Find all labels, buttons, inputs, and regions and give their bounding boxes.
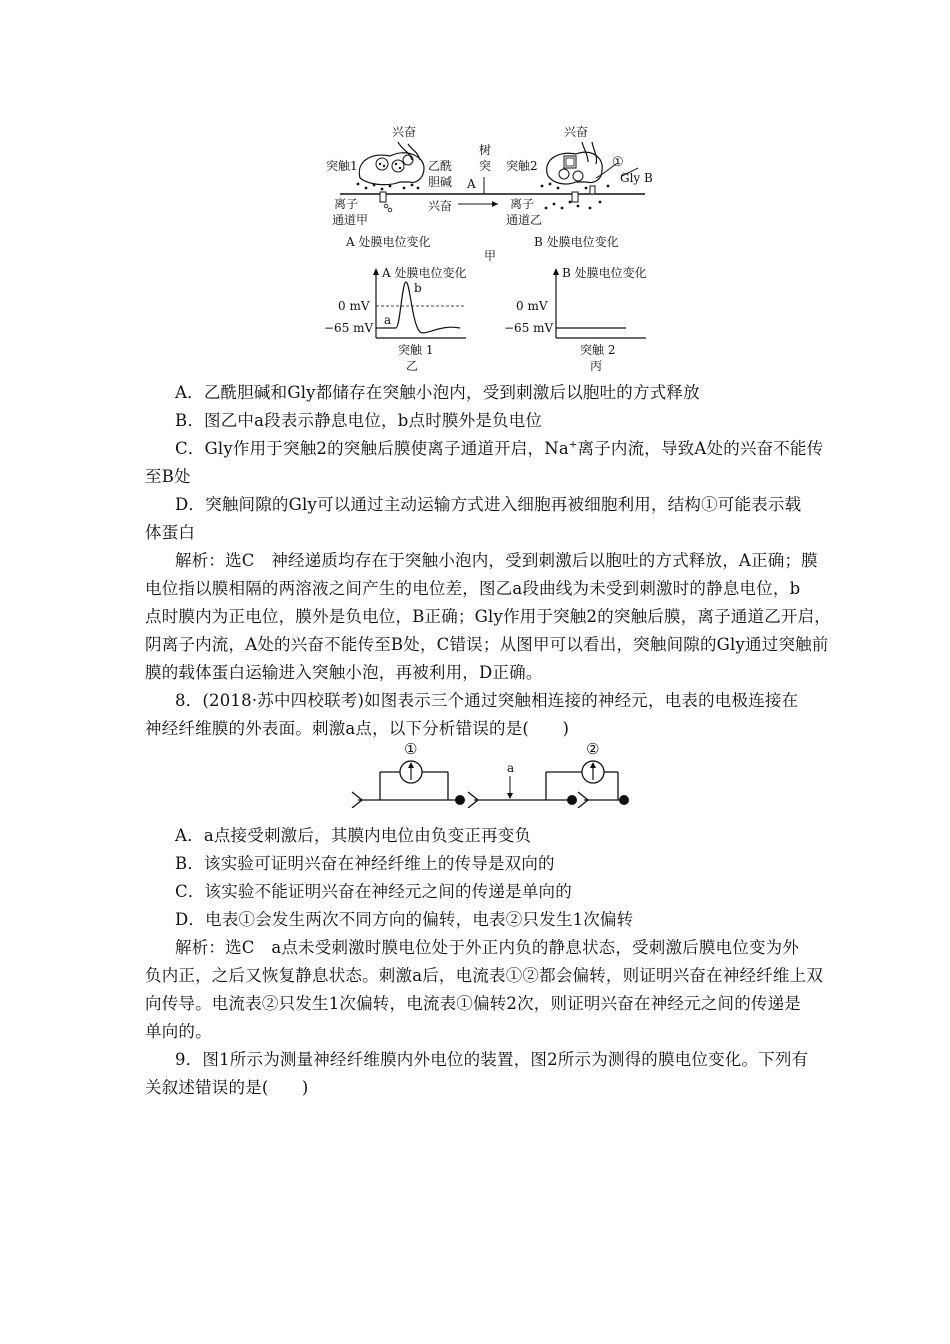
q8-analysis-line3: 向传导。电流表②只发生1次偏转，电流表①偏转2次，则证明兴奋在神经元之间的传递是 [145, 994, 801, 1013]
label-B: B [644, 171, 653, 185]
q7-option-c-part2: 离子内流，导致A处的兴奋不能传 [577, 439, 824, 458]
graph-yi-label-a: a [384, 313, 392, 327]
meter2-label: ② [586, 742, 600, 758]
neuron3-soma [619, 795, 629, 805]
label-channel-jia-2: 通道甲 [332, 213, 369, 227]
q7-option-c-part1: C．Gly作用于突触2的突触后膜使离子通道开启，Na [175, 439, 569, 458]
label-xingfen-right: 兴奋 [564, 125, 589, 139]
q7-analysis-line4: 阴离子内流，A处的兴奋不能传至B处，C错误；从图甲可以看出，突触间隙的Gly通过突触前 [145, 635, 829, 654]
q7-option-c-sup: + [568, 439, 578, 451]
label-ach-2: 胆碱 [428, 175, 453, 189]
q8-option-a: A．a点接受刺激后，其膜内电位由负变正再变负 [175, 826, 532, 845]
q8-stem-line1: 8．(2018·苏中四校联考)如图表示三个通过突触相连接的神经元，电表的电极连接在 [175, 691, 799, 710]
graph-yi-xlabel: 突触 1 [398, 343, 434, 357]
graph-bing-title: B 处膜电位变化 [562, 266, 647, 280]
synapse1-terminal [359, 153, 424, 185]
figure-neuron-meters [350, 742, 640, 808]
q7-analysis-line2: 电位指以膜相隔的两溶液之间产生的电位差，图乙a段曲线为未受到刺激时的静息电位，b [145, 579, 801, 598]
q8-option-b: B．该实验可证明兴奋在神经纤维上的传导是双向的 [175, 854, 555, 873]
q7-analysis-line3: 点时膜内为正电位，膜外是负电位，B正确；Gly作用于突触2的突触后膜，离子通道乙开启， [145, 607, 832, 626]
q7-option-b: B．图乙中a段表示静息电位，b点时膜外是负电位 [175, 411, 543, 430]
q7-option-c-line2: 至B处 [145, 467, 191, 486]
label-dendrite-1: 树 [479, 143, 492, 157]
graph-yi-tick-0: 0 mV [338, 299, 370, 313]
label-synapse2: 突触2 [506, 159, 538, 173]
neuron1-soma [455, 795, 465, 805]
q8-analysis-line4: 单向的。 [145, 1022, 212, 1041]
graph-bing-tick-65: −65 mV [504, 321, 554, 335]
graph-yi-title: A 处膜电位变化 [382, 266, 467, 280]
q8-analysis-line2: 负内正，之后又恢复静息状态。刺激a后，电流表①②都会偏转，则证明兴奋在神经纤维上双 [145, 966, 824, 985]
q7-option-d-line2: 体蛋白 [145, 523, 196, 542]
graph-bing-caption: 丙 [590, 359, 603, 373]
graph-yi-label-b: b [414, 281, 422, 295]
q8-option-d: D．电表①会发生两次不同方向的偏转，电表②只发生1次偏转 [175, 910, 634, 929]
label-channel-yi-2: 通道乙 [506, 213, 543, 227]
q7-option-c-line1 [175, 435, 823, 459]
q8-analysis-line1: 解析：选C a点未受刺激时膜电位处于外正内负的静息状态，受刺激后膜电位变为外 [175, 938, 800, 957]
stimulus-point-a: a [507, 761, 515, 775]
label-dendrite-2: 突 [479, 159, 492, 173]
label-synapse1: 突触1 [326, 159, 358, 173]
graph-yi-caption: 乙 [406, 359, 419, 373]
neuron2-soma [567, 795, 577, 805]
graph-bing-xlabel: 突触 2 [580, 343, 616, 357]
caption-B-change: B 处膜电位变化 [534, 235, 619, 249]
label-xingfen-left: 兴奋 [392, 125, 417, 139]
q7-option-d-line1: D．突触间隙的Gly可以通过主动运输方式进入细胞再被细胞利用，结构①可能表示载 [175, 495, 802, 514]
caption-jia: 甲 [484, 249, 497, 263]
q9-stem-line2: 关叙述错误的是( ) [145, 1078, 309, 1097]
figure-synapse-diagram [320, 122, 660, 374]
graph-yi [324, 265, 466, 373]
q8-option-c: C．该实验不能证明兴奋在神经元之间的传递是单向的 [175, 882, 572, 901]
label-channel-yi-1: 离子 [510, 197, 535, 211]
q9-stem-line1: 9．图1所示为测量神经纤维膜内外电位的装置，图2所示为测得的膜电位变化。下列有 [175, 1050, 809, 1069]
label-A: A [467, 177, 476, 191]
graph-bing-tick-0: 0 mV [516, 299, 548, 313]
q7-analysis-line5: 膜的载体蛋白运输进入突触小泡，再被利用，D正确。 [145, 663, 543, 682]
q7-analysis-line1: 解析：选C 神经递质均存在于突触小泡内，受到刺激后以胞吐的方式释放，A正确；膜 [175, 551, 818, 570]
caption-A-change: A 处膜电位变化 [346, 235, 431, 249]
label-circle1: ① [612, 155, 624, 170]
graph-yi-tick-65: −65 mV [324, 321, 374, 335]
label-ach-1: 乙酰 [428, 159, 453, 173]
q8-stem-line2: 神经纤维膜的外表面。刺激a点，以下分析错误的是( ) [145, 719, 570, 738]
label-channel-jia-1: 离子 [334, 197, 359, 211]
label-gly: Gly [620, 171, 641, 185]
label-xingfen-arrow: 兴奋 [428, 199, 453, 213]
q7-option-a: A．乙酰胆碱和Gly都储存在突触小泡内，受到刺激后以胞吐的方式释放 [175, 383, 700, 402]
graph-bing [504, 265, 647, 373]
meter1-label: ① [404, 742, 418, 758]
